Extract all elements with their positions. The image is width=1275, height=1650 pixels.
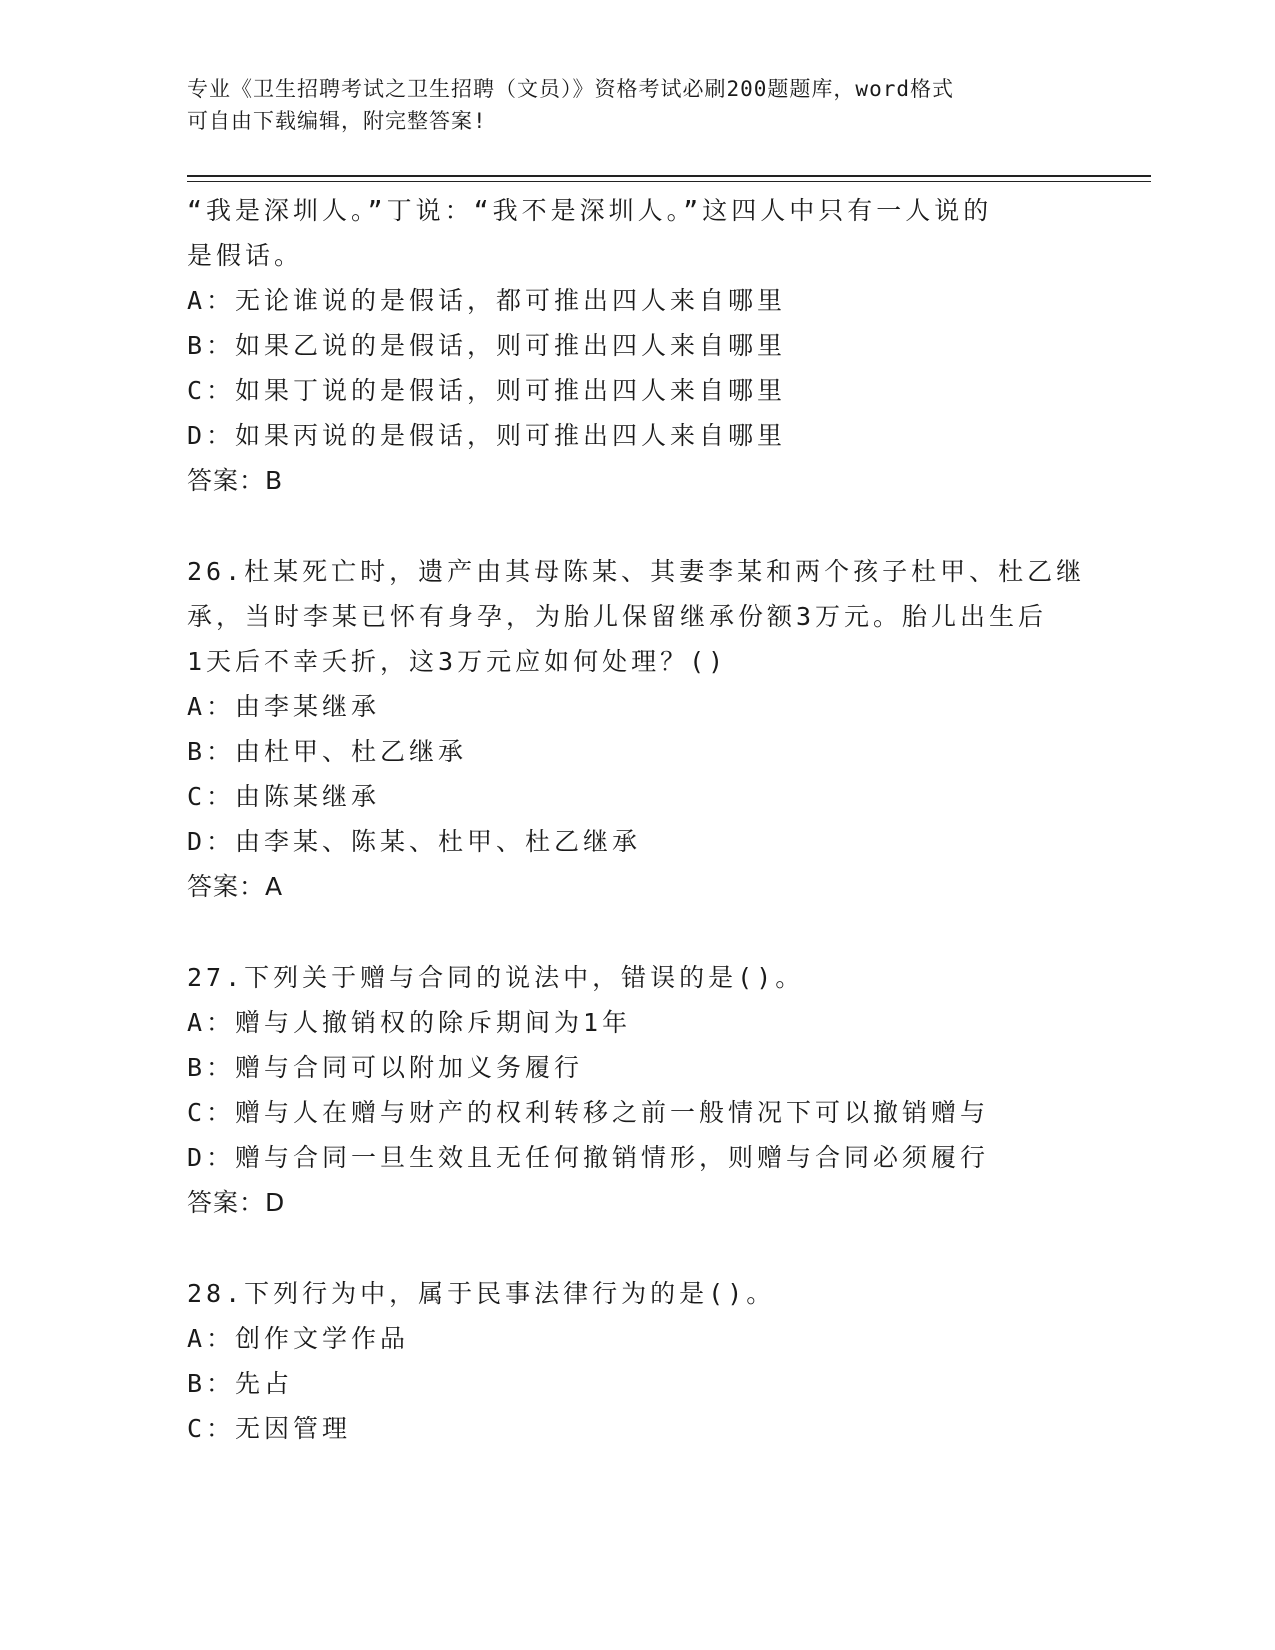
option-b: B：如果乙说的是假话，则可推出四人来自哪里	[187, 331, 787, 360]
option-a: A：由李某继承	[187, 692, 381, 721]
option-b: B：由杜甲、杜乙继承	[187, 737, 468, 766]
option-d: D：赠与合同一旦生效且无任何撤销情形，则赠与合同必须履行	[187, 1143, 990, 1172]
question-27	[187, 955, 1107, 1225]
question-list	[187, 188, 1107, 1451]
answer: 答案：A	[187, 872, 284, 901]
question-stem: 28.下列行为中，属于民事法律行为的是()。	[187, 1279, 776, 1308]
answer: 答案：D	[187, 1188, 286, 1217]
question-26	[187, 549, 1107, 909]
question-stem: 承，当时李某已怀有身孕，为胎儿保留继承份额3万元。胎儿出生后	[187, 602, 1048, 631]
answer: 答案：B	[187, 466, 284, 495]
question-stem: “我是深圳人。”丁说：“我不是深圳人。”这四人中只有一人说的	[187, 196, 993, 225]
header-line-1: 专业《卫生招聘考试之卫生招聘（文员）》资格考试必刷200题题库，word格式	[187, 77, 954, 101]
option-c: C：无因管理	[187, 1414, 352, 1443]
question-25	[187, 188, 1107, 503]
question-28	[187, 1271, 1107, 1451]
option-c: C：由陈某继承	[187, 782, 381, 811]
header-rule-thick	[187, 175, 1151, 177]
header-line-2: 可自由下载编辑，附完整答案!	[187, 109, 487, 133]
question-stem: 27.下列关于赠与合同的说法中，错误的是()。	[187, 963, 805, 992]
question-stem: 1天后不幸夭折，这3万元应如何处理？()	[187, 647, 728, 676]
option-a: A：赠与人撤销权的除斥期间为1年	[187, 1008, 632, 1037]
option-c: C：赠与人在赠与财产的权利转移之前一般情况下可以撤销赠与	[187, 1098, 990, 1127]
option-b: B：先占	[187, 1369, 294, 1398]
document-header	[187, 73, 1087, 137]
spacer	[187, 909, 1107, 955]
option-d: D：由李某、陈某、杜甲、杜乙继承	[187, 827, 642, 856]
question-stem: 是假话。	[187, 241, 304, 270]
option-a: A：无论谁说的是假话，都可推出四人来自哪里	[187, 286, 787, 315]
option-b: B：赠与合同可以附加义务履行	[187, 1053, 584, 1082]
spacer	[187, 1225, 1107, 1271]
option-d: D：如果丙说的是假话，则可推出四人来自哪里	[187, 421, 787, 450]
option-a: A：创作文学作品	[187, 1324, 410, 1353]
spacer	[187, 503, 1107, 549]
header-rule-thin	[187, 181, 1151, 182]
question-stem: 26.杜某死亡时，遗产由其母陈某、其妻李某和两个孩子杜甲、杜乙继	[187, 557, 1086, 586]
option-c: C：如果丁说的是假话，则可推出四人来自哪里	[187, 376, 787, 405]
